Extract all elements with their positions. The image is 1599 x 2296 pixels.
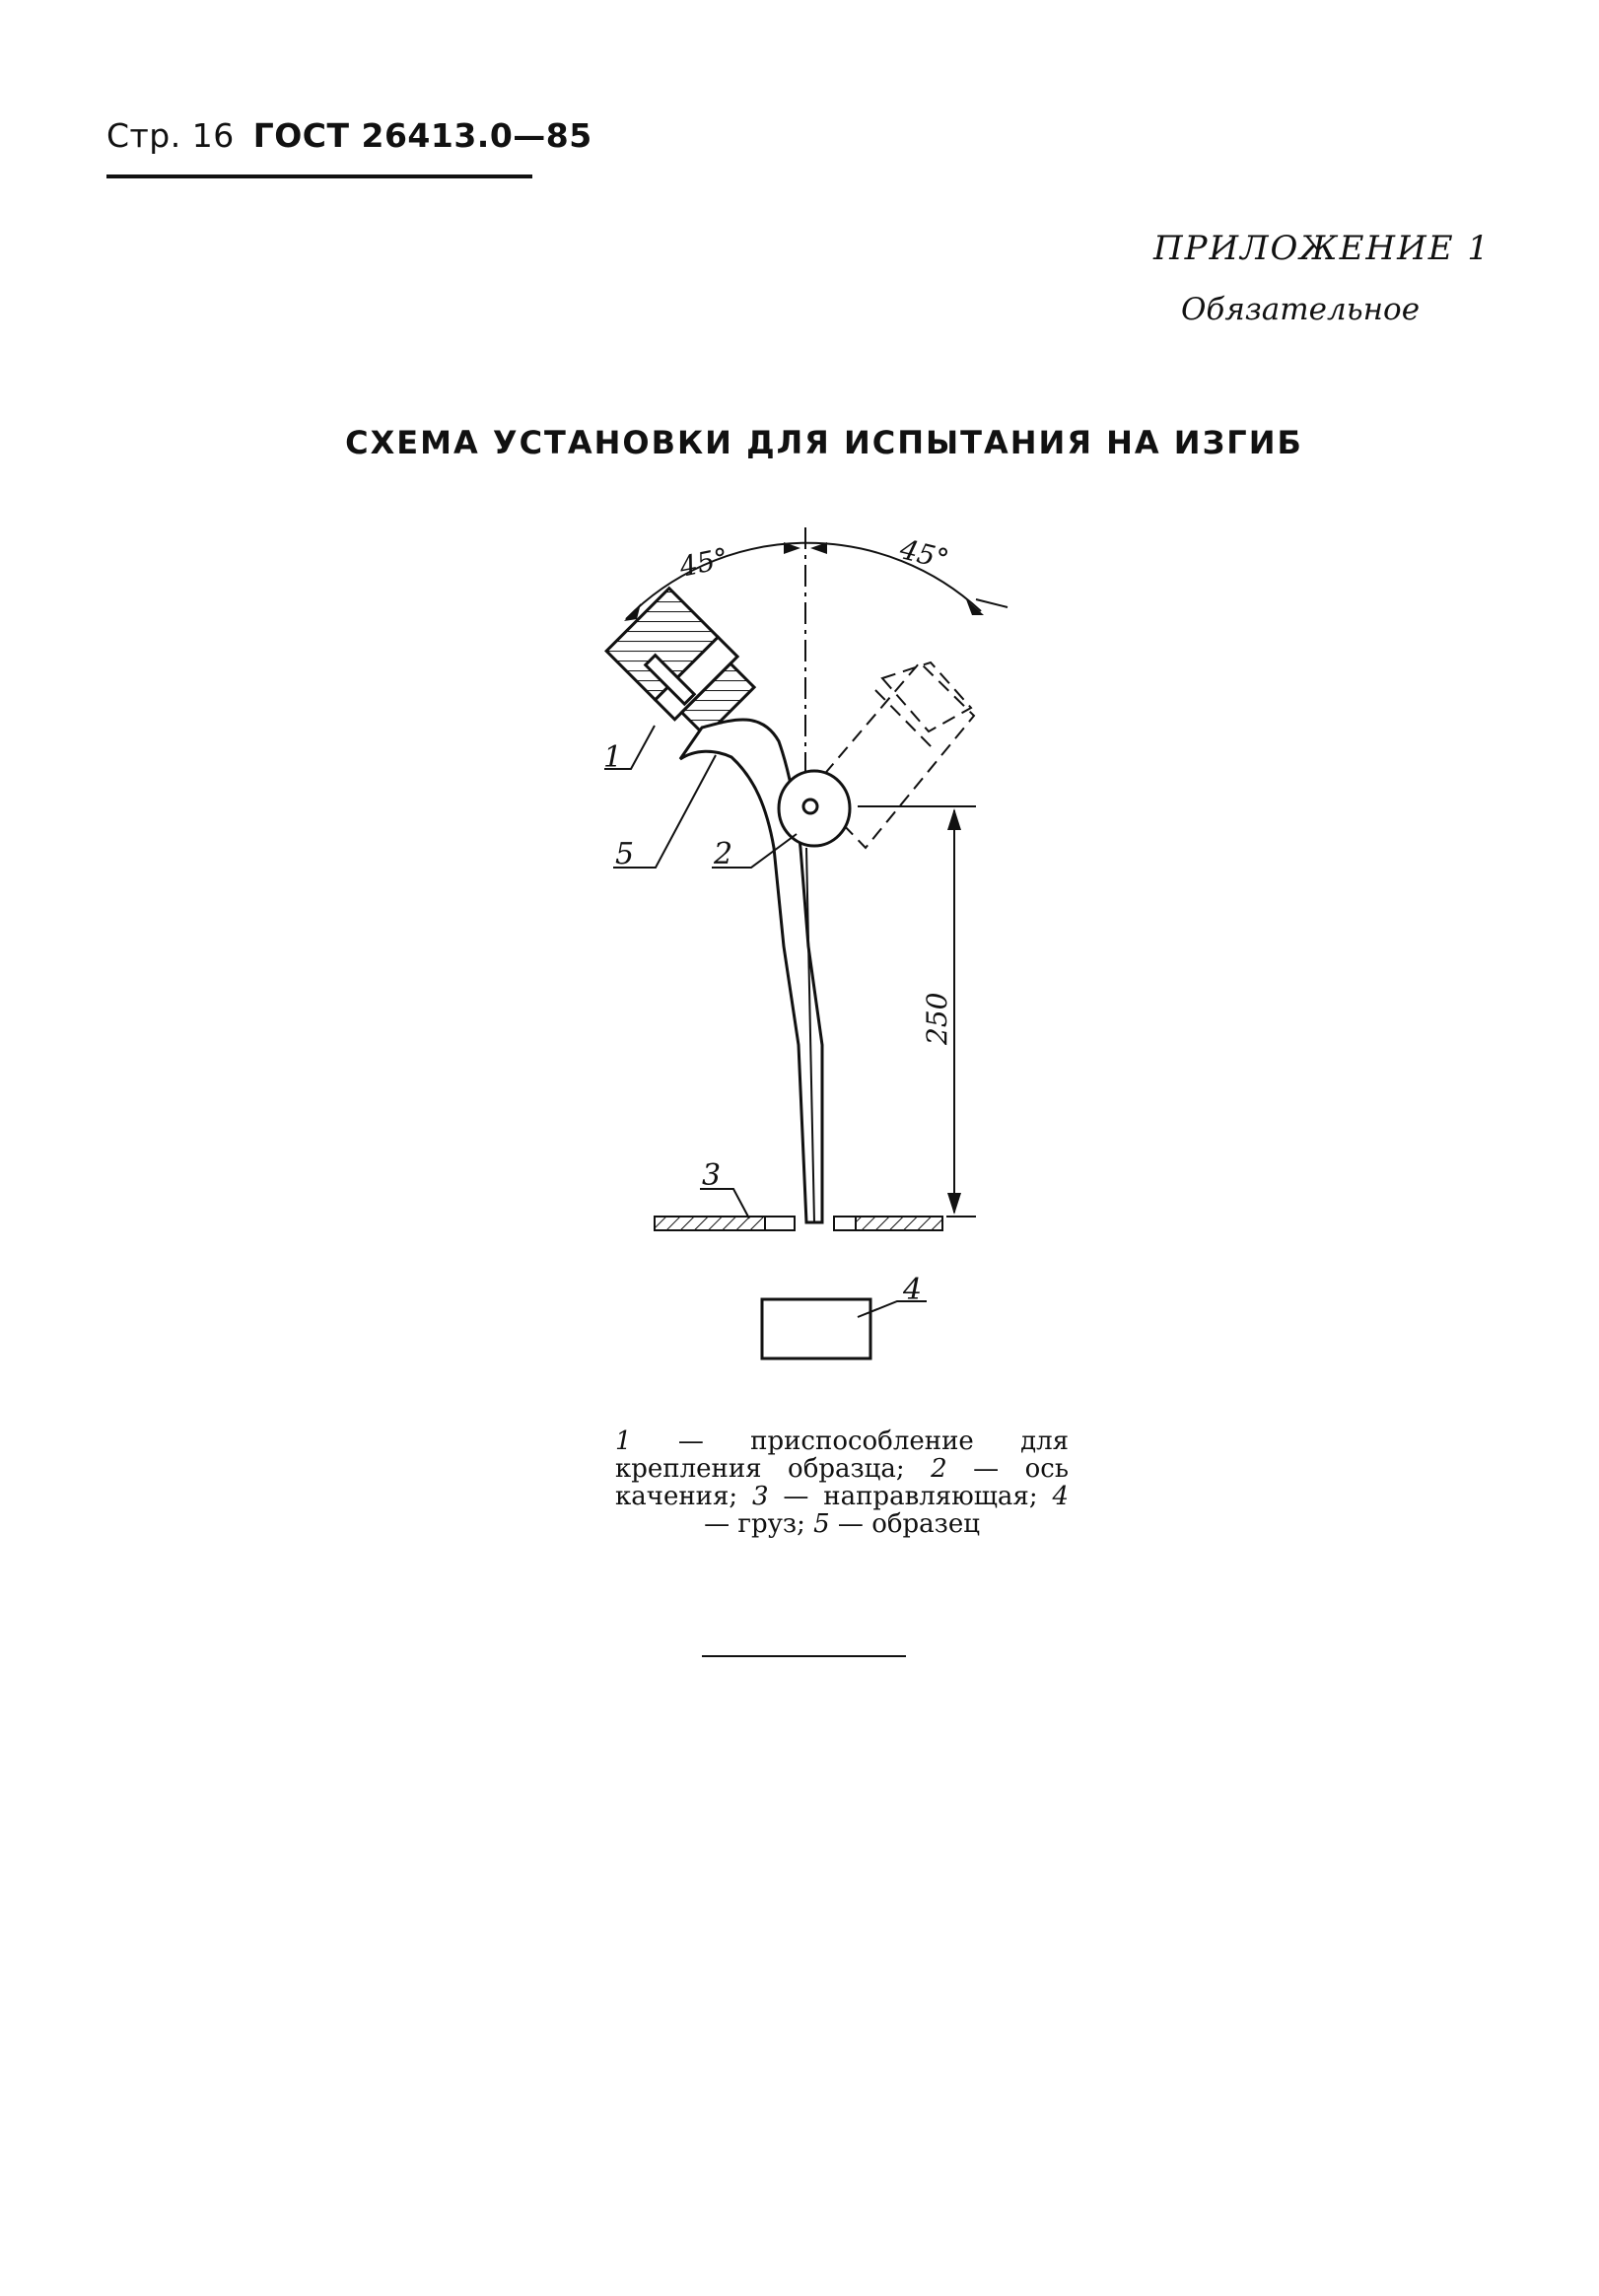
callout-2: 2 xyxy=(714,837,733,871)
appendix-subtitle: Обязательное xyxy=(1181,292,1421,327)
caption-text-4: груз; xyxy=(737,1509,805,1539)
caption-num-2: 2 xyxy=(931,1454,947,1484)
appendix-title: ПРИЛОЖЕНИЕ 1 xyxy=(1152,229,1491,268)
arrow-right-end xyxy=(966,599,984,615)
caption-num-4: 4 xyxy=(1052,1482,1070,1511)
caption-text-2: ось качения; xyxy=(615,1454,1070,1511)
caption-text-5: образец xyxy=(871,1509,980,1539)
dim-arrow-top xyxy=(947,808,961,830)
arc-extension-right xyxy=(976,599,1008,607)
page-number: Стр. 16 xyxy=(106,116,235,155)
dimension-label: 250 xyxy=(921,992,953,1045)
angle-label-right: 45° xyxy=(896,532,952,577)
angle-label-left: 45° xyxy=(676,541,731,584)
standard-number: ГОСТ 26413.0—85 xyxy=(252,116,592,155)
caption-num-3: 3 xyxy=(752,1482,769,1511)
callout-1: 1 xyxy=(603,740,623,775)
swing-axis xyxy=(803,800,817,813)
caption-text-1: приспособление для крепления образца; xyxy=(615,1426,1070,1484)
dim-arrow-bottom xyxy=(947,1193,961,1215)
caption-text-3: направляющая; xyxy=(823,1482,1038,1511)
figure-title: СХЕМА УСТАНОВКИ ДЛЯ ИСПЫТАНИЯ НА ИЗГИБ xyxy=(345,424,1303,461)
end-rule xyxy=(702,1655,906,1657)
figure-caption: 1 — приспособление для крепления образца; 2 — ось качения; 3 — направляющая; 4 — груз; 5 — образец xyxy=(615,1426,1070,1539)
callout-5: 5 xyxy=(615,837,635,871)
callout-4: 4 xyxy=(903,1273,923,1307)
caption-num-1: 1 xyxy=(615,1426,632,1456)
caption-num-5: 5 xyxy=(813,1509,830,1539)
load-weight xyxy=(762,1299,870,1358)
guide-plate xyxy=(655,1217,942,1230)
callout-3: 3 xyxy=(702,1158,722,1193)
